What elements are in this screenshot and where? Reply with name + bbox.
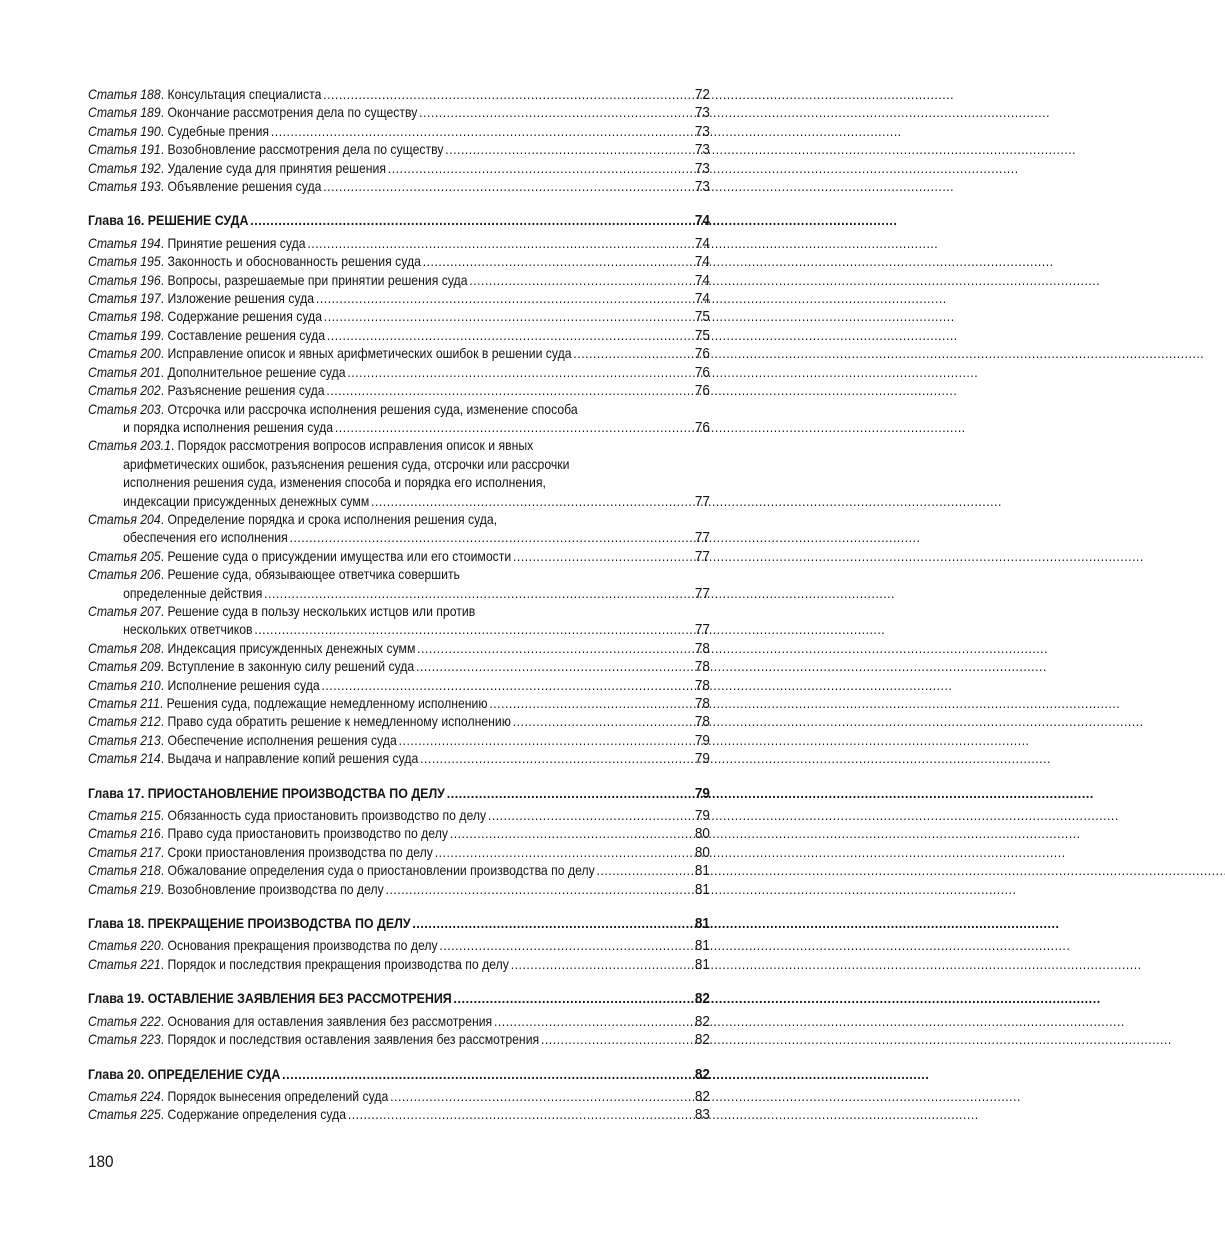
article-title: Вступление в законную силу решений суда [167, 659, 415, 675]
article-title: Удаление суда для принятия решения [167, 160, 386, 176]
toc-entry: Статья 222. Основания для оставления заявления без рассмотрения . . . 82 [88, 1013, 710, 1031]
article-label: Статья 216 [88, 826, 161, 842]
article-title-line: определенные действия [123, 585, 263, 601]
article-label: Статья 212 [88, 714, 161, 730]
toc-entry: Статья 210. Исполнение решения суда . . . 78 [88, 677, 710, 695]
article-title-line: Определение порядка и срока исполнения решения суда, [167, 511, 498, 527]
toc-group [88, 86, 710, 196]
toc-entry: Статья 217. Сроки приостановления производства по делу . . . 80 [88, 844, 710, 862]
toc-chapter-19 [88, 990, 710, 1008]
toc-entry: Статья 200. Исправление описок и явных арифметических ошибок в решении суда . . . 76 [88, 345, 710, 363]
article-title: Содержание решения суда [167, 309, 322, 325]
page-ref: 81 [694, 915, 710, 933]
article-title: Обеспечение исполнения решения суда [167, 732, 397, 748]
article-label: Статья 220 [88, 938, 161, 954]
toc-chapter-17 [88, 785, 710, 803]
page-ref: 79 [694, 750, 710, 768]
article-title-line: и порядка исполнения решения суда [123, 419, 334, 435]
page-ref: 81 [694, 862, 710, 880]
article-title: Судебные прения [167, 123, 270, 139]
toc-entry-204: Статья 204. Определение порядка и срока исполнения решения суда, обеспечения его исполнения . . . 77 [88, 511, 710, 548]
toc-entry: Статья 198. Содержание решения суда . . . 75 [88, 308, 710, 326]
article-label: Статья 206 [88, 567, 161, 583]
article-label: Статья 203.1 [88, 438, 171, 454]
toc-entry: Статья 208. Индексация присужденных денежных сумм . . . 78 [88, 640, 710, 658]
article-label: Статья 221 [88, 956, 161, 972]
article-title: Принятие решения суда [167, 235, 306, 251]
page-ref: 83 [694, 1106, 710, 1124]
article-title: Обжалование определения суда о приостановлении производства по делу [167, 863, 595, 879]
toc-group [88, 1088, 710, 1125]
toc-entry: Статья 188. Консультация специалиста . . . 72 [88, 86, 710, 104]
page-ref: 77 [694, 492, 710, 510]
article-label: Статья 200 [88, 346, 161, 362]
article-title-line: Отсрочка или рассрочка исполнения решения суда, изменение способа [167, 401, 578, 417]
article-label: Статья 190 [88, 123, 161, 139]
page-ref: 74 [694, 212, 710, 230]
toc-entry-203: Статья 203. Отсрочка или рассрочка исполнения решения суда, изменение способа и порядка исполнения решения суда . . . 76 [88, 401, 710, 438]
article-title-line: нескольких ответчиков [123, 622, 253, 638]
page-ref: 77 [694, 621, 710, 639]
toc-entry-203-1: Статья 203.1. Порядок рассмотрения вопросов исправления описок и явных арифметических ошибок, разъяснения решения суда, отсрочки или рассрочки исполнения решения суда, изменения способа и порядка его исполнения, индексации присужденных денежных сумм . . . 77 [88, 437, 710, 511]
toc-entry-205: Статья 205. Решение суда о присуждении имущества или его стоимости . . . 77 [88, 548, 710, 566]
article-label: Статья 213 [88, 732, 161, 748]
article-label: Статья 195 [88, 254, 161, 270]
article-title-line: арифметических ошибок, разъяснения решения суда, отсрочки или рассрочки [123, 456, 570, 472]
toc-entry: Статья 209. Вступление в законную силу решений суда . . . 78 [88, 658, 710, 676]
page-ref: 78 [694, 695, 710, 712]
toc-entry: Статья 201. Дополнительное решение суда . . . 76 [88, 364, 710, 382]
article-title: Законность и обоснованность решения суда [167, 254, 421, 270]
article-title: Порядок вынесения определений суда [167, 1088, 389, 1104]
article-title: Дополнительное решение суда [167, 364, 346, 380]
page-ref: 81 [694, 937, 710, 955]
toc-entry: Статья 211. Решения суда, подлежащие немедленному исполнению . . . 78 [88, 695, 710, 713]
article-label: Статья 208 [88, 640, 161, 656]
article-label: Статья 225 [88, 1107, 161, 1123]
article-label: Статья 211 [88, 696, 160, 711]
toc-entry: Статья 215. Обязанность суда приостановить производство по делу . . . 79 [88, 807, 710, 825]
article-title-line: Порядок рассмотрения вопросов исправления описок и явных [177, 438, 534, 454]
page-ref: 77 [694, 529, 710, 547]
toc-entry-207: Статья 207. Решение суда в пользу нескольких истцов или против нескольких ответчиков . . . 77 [88, 603, 710, 640]
page-ref: 80 [694, 843, 710, 861]
toc-entry: Статья 202. Разъяснение решения суда . . . 76 [88, 382, 710, 400]
toc-entry: Статья 189. Окончание рассмотрения дела по существу . . . 73 [88, 104, 710, 122]
article-label: Статья 201 [88, 364, 161, 380]
article-title-line: исполнения решения суда, изменения способа и порядка его исполнения, [123, 475, 546, 491]
article-title-line: Решение суда, обязывающее ответчика совершить [167, 567, 460, 583]
chapter-title: Глава 20. ОПРЕДЕЛЕНИЕ СУДА [88, 1066, 281, 1082]
page-ref: 72 [694, 86, 710, 103]
toc-entry: Статья 193. Объявление решения суда . . . 73 [88, 178, 710, 196]
page-ref: 76 [694, 418, 710, 436]
page-ref: 73 [694, 122, 710, 140]
chapter-title: Глава 16. РЕШЕНИЕ СУДА [88, 213, 249, 229]
article-title: Обязанность суда приостановить производство по делу [167, 808, 487, 824]
article-title: Объявление решения суда [167, 179, 322, 195]
toc-entry: Статья 225. Содержание определения суда . . . 83 [88, 1106, 710, 1124]
article-label: Статья 214 [88, 751, 161, 767]
page-ref: 75 [694, 308, 710, 326]
article-label: Статья 196 [88, 272, 161, 288]
toc-entry: Статья 216. Право суда приостановить производство по делу . . . 80 [88, 825, 710, 843]
article-title: Право суда обратить решение к немедленному исполнению [167, 714, 511, 730]
toc-group [88, 640, 710, 769]
article-title: Составление решения суда [167, 327, 326, 343]
toc-group [88, 1013, 710, 1050]
toc-entry: Статья 221. Порядок и последствия прекращения производства по делу . . . 81 [88, 956, 710, 974]
page-ref: 73 [694, 141, 710, 159]
article-label: Статья 204 [88, 511, 161, 527]
article-title: Вопросы, разрешаемые при принятии решения суда [167, 272, 468, 288]
toc-entry: Статья 218. Обжалование определения суда о приостановлении производства по делу . . . 81 [88, 862, 710, 880]
article-title: Решение суда о присуждении имущества или его стоимости [167, 548, 512, 564]
article-title: Основания для оставления заявления без рассмотрения [167, 1013, 493, 1029]
toc-entry: Статья 195. Законность и обоснованность решения суда . . . 74 [88, 253, 710, 271]
page-ref: 78 [694, 713, 710, 731]
article-title: Выдача и направление копий решения суда [167, 751, 419, 767]
article-label: Статья 191 [88, 142, 161, 158]
article-title: Возобновление производства по делу [167, 881, 384, 897]
article-label: Статья 222 [88, 1013, 161, 1029]
page-ref: 77 [694, 547, 710, 565]
toc-group [88, 937, 710, 974]
toc-entry: Статья 191. Возобновление рассмотрения дела по существу . . . 73 [88, 141, 710, 159]
chapter-title: Глава 18. ПРЕКРАЩЕНИЕ ПРОИЗВОДСТВА ПО ДЕЛУ [88, 916, 411, 932]
article-label: Статья 210 [88, 677, 161, 693]
article-label: Статья 203 [88, 401, 161, 417]
chapter-title: Глава 17. ПРИОСТАНОВЛЕНИЕ ПРОИЗВОДСТВА ПО ДЕЛУ [88, 785, 445, 801]
page-ref: 75 [694, 326, 710, 344]
article-title: Исправление описок и явных арифметических ошибок в решении суда [167, 346, 572, 362]
toc-chapter-18 [88, 915, 710, 933]
page-ref: 74 [694, 234, 710, 252]
toc-entry-206: Статья 206. Решение суда, обязывающее ответчика совершить определенные действия . . . 77 [88, 566, 710, 603]
page-ref: 73 [694, 104, 710, 122]
page-ref: 74 [694, 290, 710, 308]
page-ref: 82 [694, 1012, 710, 1030]
page-ref: 81 [694, 955, 710, 973]
toc-entry: Статья 219. Возобновление производства по делу . . . 81 [88, 881, 710, 899]
article-title-line: обеспечения его исполнения [123, 530, 288, 546]
article-title: Порядок и последствия оставления заявления без рассмотрения [167, 1032, 540, 1048]
toc-entry: Статья 199. Составление решения суда . . . 75 [88, 327, 710, 345]
article-title: Изложение решения суда [167, 291, 315, 307]
page-ref: 74 [694, 271, 710, 289]
article-label: Статья 223 [88, 1032, 161, 1048]
toc-entry: Статья 214. Выдача и направление копий решения суда . . . 79 [88, 750, 710, 768]
article-title: Порядок и последствия прекращения производства по делу [167, 956, 509, 972]
page-ref: 78 [694, 658, 710, 676]
toc-entry: Статья 196. Вопросы, разрешаемые при принятии решения суда . . . 74 [88, 272, 710, 290]
toc-entry: Статья 213. Обеспечение исполнения решения суда . . . 79 [88, 732, 710, 750]
article-title: Окончание рассмотрения дела по существу [167, 105, 418, 121]
article-title: Исполнение решения суда [167, 677, 320, 693]
page-ref: 73 [694, 178, 710, 196]
page-number: 180 [88, 1152, 114, 1171]
article-label: Статья 224 [88, 1088, 161, 1104]
article-title: Содержание определения суда [167, 1107, 347, 1123]
page-ref: 78 [694, 676, 710, 694]
page-ref: 79 [694, 807, 710, 825]
toc-entry: Статья 194. Принятие решения суда . . . 74 [88, 235, 710, 253]
page-ref: 73 [694, 159, 710, 177]
toc-page [88, 86, 710, 1125]
toc-entry: Статья 190. Судебные прения . . . 73 [88, 123, 710, 141]
toc-entry: Статья 197. Изложение решения суда . . . 74 [88, 290, 710, 308]
article-label: Статья 217 [88, 844, 161, 860]
article-title: Возобновление рассмотрения дела по существу [167, 142, 444, 158]
article-label: Статья 215 [88, 808, 161, 824]
toc-entry: Статья 220. Основания прекращения производства по делу . . . 81 [88, 937, 710, 955]
article-label: Статья 218 [88, 863, 161, 879]
page-ref: 74 [694, 253, 710, 271]
page-ref: 81 [694, 880, 710, 898]
article-label: Статья 202 [88, 383, 161, 399]
page-ref: 76 [694, 382, 710, 400]
article-label: Статья 207 [88, 603, 161, 619]
toc-entry: Статья 192. Удаление суда для принятия решения . . . 73 [88, 160, 710, 178]
article-label: Статья 193 [88, 179, 161, 195]
article-title: Разъяснение решения суда [167, 383, 325, 399]
page-ref: 82 [694, 1065, 710, 1083]
article-label: Статья 197 [88, 291, 161, 307]
article-label: Статья 194 [88, 235, 161, 251]
page-ref: 79 [694, 731, 710, 749]
page-ref: 80 [694, 825, 710, 843]
article-title: Консультация специалиста [167, 87, 322, 102]
page-ref: 77 [694, 584, 710, 602]
article-label: Статья 219 [88, 881, 161, 897]
toc-group [88, 807, 710, 899]
page-ref: 76 [694, 363, 710, 381]
toc-entry: Статья 224. Порядок вынесения определений суда . . . 82 [88, 1088, 710, 1106]
page-ref: 82 [694, 1087, 710, 1105]
article-title-line: Решение суда в пользу нескольких истцов или против [167, 603, 476, 619]
toc-entry: Статья 223. Порядок и последствия оставления заявления без рассмотрения . . . 82 [88, 1031, 710, 1049]
article-label: Статья 205 [88, 548, 161, 564]
article-title: Основания прекращения производства по делу [167, 938, 438, 954]
article-label: Статья 192 [88, 160, 161, 176]
article-label: Статья 198 [88, 309, 161, 325]
article-title: Сроки приостановления производства по делу [167, 844, 433, 860]
toc-group [88, 235, 710, 401]
page-ref: 82 [694, 990, 710, 1008]
page-ref: 79 [694, 784, 710, 802]
page-ref: 76 [694, 345, 710, 363]
toc-chapter-20 [88, 1066, 710, 1084]
article-label: Статья 209 [88, 659, 161, 675]
article-label: Статья 189 [88, 105, 161, 121]
chapter-title: Глава 19. ОСТАВЛЕНИЕ ЗАЯВЛЕНИЯ БЕЗ РАССМОТРЕНИЯ [88, 991, 452, 1007]
article-label: Статья 188 [88, 87, 161, 102]
article-label: Статья 199 [88, 327, 161, 343]
toc-entry: Статья 212. Право суда обратить решение к немедленному исполнению . . . 78 [88, 713, 710, 731]
article-title-line: индексации присужденных денежных сумм [123, 493, 370, 509]
page-ref: 82 [694, 1031, 710, 1049]
toc-chapter-16 [88, 212, 710, 230]
table-of-contents [88, 86, 710, 1125]
article-title: Решения суда, подлежащие немедленному исполнению [166, 696, 488, 711]
article-title: Индексация присужденных денежных сумм [167, 640, 416, 656]
article-title: Право суда приостановить производство по делу [167, 826, 448, 842]
page-ref: 78 [694, 639, 710, 657]
